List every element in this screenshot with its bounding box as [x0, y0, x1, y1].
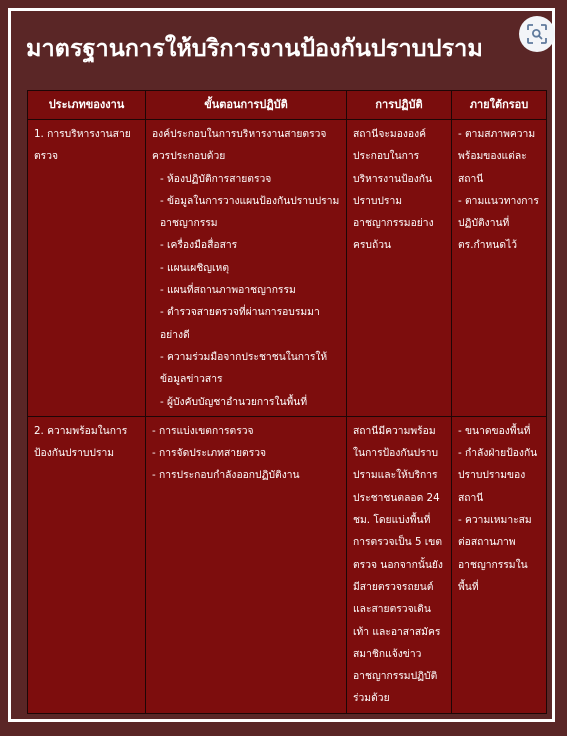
page-title: มาตรฐานการให้บริการงานป้องกันปราบปราม	[26, 34, 483, 62]
column-header: ขั้นตอนการปฏิบัติ	[146, 91, 347, 120]
step-text: - ข้อมูลในการวางแผนป้องกันปราบปรามอาชญากรรม	[160, 194, 340, 230]
step-text: - ตำรวจสายตรวจที่ผ่านการอบรมมาอย่างดี	[160, 306, 320, 341]
framework-text: - ขนาดของพื้นที่	[458, 424, 531, 437]
work-type-text: 1. การบริหารงานสายตรวจ	[34, 128, 131, 163]
framework-text: - ความเหมาะสมต่อสถานภาพอาชญากรรมในพื้นที่	[458, 514, 532, 593]
framework-text: - ตามแนวทางการปฏิบัติงานที่ ตร.กำหนดไว้	[458, 194, 539, 252]
framework-cell	[452, 416, 547, 713]
service-standard-table	[27, 90, 547, 714]
step-text: องค์ประกอบในการบริหารงานสายตรวจควรประกอบด้วย	[152, 128, 327, 163]
steps-cell	[146, 120, 347, 417]
table-header-row	[28, 91, 547, 120]
scan-icon[interactable]	[519, 16, 555, 52]
practice-cell	[347, 120, 452, 417]
table-row	[28, 416, 547, 713]
step-text: - ความร่วมมือจากประชาชนในการให้ข้อมูลข่าวสาร	[160, 350, 328, 386]
step-text: - การแบ่งเขตการตรวจ	[152, 424, 254, 437]
column-header: ภายใต้กรอบ	[452, 91, 547, 120]
column-header: การปฏิบัติ	[347, 91, 452, 120]
step-text: - แผนที่สถานภาพอาชญากรรม	[160, 284, 296, 297]
step-text: - ห้องปฏิบัติการสายตรวจ	[160, 172, 272, 185]
framework-cell	[452, 120, 547, 417]
work-type-text: 2. ความพร้อมในการป้องกันปราบปราม	[34, 424, 128, 460]
work-type-cell	[28, 416, 146, 713]
step-text: - ผู้บังคับบัญชาอำนวยการในพื้นที่	[160, 395, 308, 408]
step-text: - การประกอบกำลังออกปฏิบัติงาน	[152, 469, 300, 482]
practice-cell	[347, 416, 452, 713]
work-type-cell	[28, 120, 146, 417]
step-text: - เครื่องมือสื่อสาร	[160, 239, 238, 252]
framework-text: - ตามสภาพความพร้อมของแต่ละสถานี	[458, 128, 536, 185]
practice-text: สถานีจะมององค์ประกอบในการบริหารงานป้องกันปราบปรามอาชญากรรมอย่างครบถ้วน	[353, 128, 434, 252]
step-text: - แผนเผชิญเหตุ	[160, 261, 230, 274]
column-header: ประเภทของงาน	[28, 91, 146, 120]
step-text: - การจัดประเภทสายตรวจ	[152, 447, 267, 460]
table-row	[28, 120, 547, 417]
practice-text: สถานีมีความพร้อมในการป้องกันปราบปรามและให้บริการประชาชนตลอด 24 ชม. โดยแบ่งพื้นที่การตรวจเป็น 5 เขตตรวจ นอกจากนั้นยังมีสายตรวจรถยนต์และสายตรวจเดินเท้า และอาสาสมัครสมาชิกแจ้งข่าวอาชญากรรมปฏิบัติร่วมด้วย	[353, 424, 443, 705]
steps-cell	[146, 416, 347, 713]
framework-text: - กำลังฝ่ายป้องกันปราบปรามของสถานี	[458, 447, 538, 504]
